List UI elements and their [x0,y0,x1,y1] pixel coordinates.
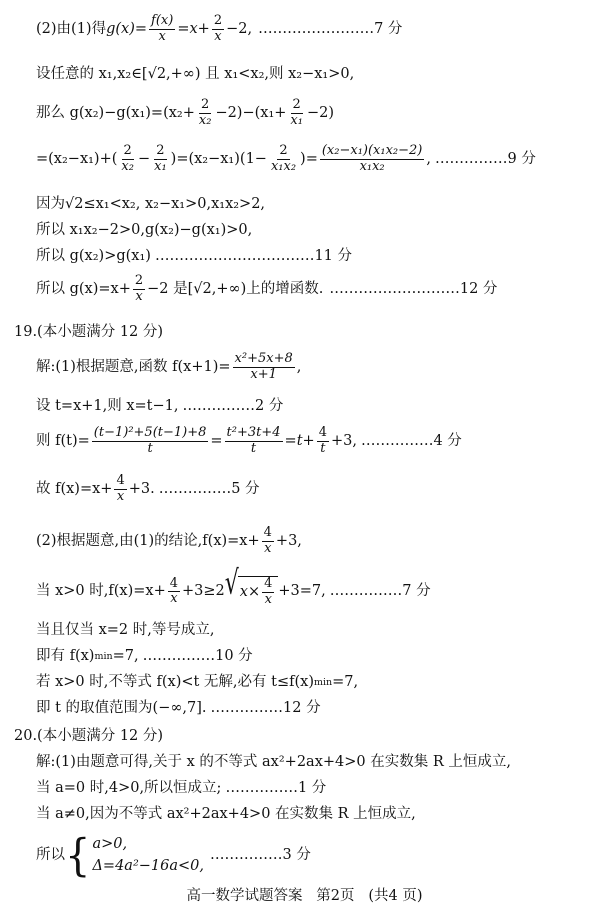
line-4-a: =(x₂−x₁)+( [36,150,118,167]
line-11 [36,398,283,415]
fraction-fx-over-x: $\frac{f(x)}{x}$ [151,13,174,44]
fraction-2-over-x1x2: $\frac{2}{\text{x₁x₂}}$ [270,143,297,174]
fraction-product-over-x1x2: $\frac{\text{(x₂−x₁)(x₁x₂−2)}}{\text{x₁x₂}}$ [321,143,423,174]
line-22-a: 当 a=0 时,4>0,所以恒成立; [36,780,222,796]
line-4-e: , [426,150,431,167]
line-17 [36,648,253,665]
line-8-b: −2 是[√2,+∞)上的增函数. [147,280,324,297]
line-16-text: 当且仅当 x=2 时,等号成立, [36,622,215,638]
fraction-2-over-x2: $\frac{2}{\text{x₂}}$ [198,97,212,128]
score-dots: …………… [158,480,232,497]
line-14-b: +3, [275,532,302,549]
line-3-c: −2) [306,104,335,121]
line-1 [36,14,402,45]
question-20-heading: 20.(本小题满分 12 分) [14,728,164,744]
line-12-d: +3, [330,432,357,449]
score-label: 12 分 [459,280,498,297]
line-4-c: )=(x₂−x₁)(1− [170,150,267,167]
score-label: 9 分 [507,150,536,167]
fraction-expansion-over-t: $\frac{\text{(t−1)²+5(t−1)+8}}{t}$ [93,425,207,456]
line-23-text: 当 a≠0,因为不等式 ax²+2ax+4>0 在实数集 R 上恒成立, [36,806,416,822]
score-dots: …………………… [258,20,375,37]
fraction-4-over-x: $\frac{4}{x}$ [116,473,125,504]
line-11-a: 设 t=x+1,则 x=t−1, [36,398,179,414]
score-dots: …………………………… [154,248,315,264]
line-1-b: g(x)= [106,20,148,37]
line-10-b: , [296,358,302,375]
score-label: 11 分 [314,248,352,264]
line-18-sub: min [313,677,333,688]
line-7-a: 所以 g(x₂)>g(x₁) [36,248,151,264]
score-dots: ……………………… [329,280,460,297]
line-5 [36,196,265,213]
line-24-a: 所以 [36,847,65,864]
fraction-4-over-t: $\frac{4}{t}$ [318,425,327,456]
line-21-text: 解:(1)由题意可得,关于 x 的不等式 ax²+2ax+4>0 在实数集 R 上恒成立, [36,754,511,770]
line-15-b: +3≥2 [182,583,225,600]
fraction-quadratic-over-linear: $\frac{\text{x²+5x+8}}{x+1}$ [234,351,293,382]
line-18 [36,674,358,691]
line-13 [36,474,260,505]
line-3-b: −2)−(x₁+ [215,104,287,121]
line-3-a: 那么 g(x₂)−g(x₁)=(x₂+ [36,104,195,121]
fraction-2-over-x2: $\frac{2}{\text{x₂}}$ [121,143,134,174]
score-label: 4 分 [433,432,462,449]
line-10 [36,352,301,383]
score-dots: …………… [182,398,255,414]
square-root: √ x× $\frac{4}{x}$ [225,576,279,608]
score-dots: …………… [225,780,298,796]
line-13-b: +3. [128,480,155,497]
line-14 [36,526,302,557]
score-label: 3 分 [282,847,311,864]
line-8 [36,274,497,305]
score-dots: …………… [210,847,283,864]
fraction-simplified-over-t: $\frac{\text{t²+3t+4}}{t}$ [226,425,281,456]
score-label: 10 分 [215,648,253,664]
line-19-a: 即 t 的取值范围为(−∞,7]. [36,700,207,716]
line-6 [36,222,252,239]
fraction-4-over-x: $\frac{4}{x}$ [263,525,272,556]
line-18-b: =7, [332,674,359,690]
score-dots: …………… [210,700,284,716]
left-brace-icon: { [65,830,91,882]
line-2-text: 设任意的 x₁,x₂∈[√2,+∞) 且 x₁<x₂,则 x₂−x₁>0, [36,66,355,82]
line-17-b: =7, [112,648,139,664]
line-15-c: +3=7, [278,583,326,600]
fraction-2-over-x1: $\frac{2}{\text{x₁}}$ [154,143,167,174]
fraction-2-over-x: $\frac{2}{x}$ [134,273,144,304]
line-1-e: −2, [226,20,253,37]
line-12-c: =t+ [284,432,315,449]
page-footer: 高一数学试题答案 第2页 (共4 页) [186,888,423,904]
line-12-a: 则 f(t)= [36,432,90,449]
line-22 [36,780,326,797]
score-label: 5 分 [231,480,260,497]
system-row-1: a>0, [92,836,128,852]
fraction-2-over-x1: $\frac{2}{\text{x₁}}$ [290,97,303,128]
line-7 [36,248,352,265]
line-19 [36,700,321,717]
line-14-a: (2)根据题意,由(1)的结论,f(x)=x+ [36,532,260,549]
line-4 [36,144,536,175]
line-2 [36,66,354,83]
score-label: 7 分 [374,20,403,37]
score-dots: …………… [142,648,216,664]
score-label: 2 分 [255,398,284,414]
line-13-a: 故 f(x)=x+ [36,480,113,497]
system-row-2: Δ=4a²−16a<0, [92,857,204,874]
line-15 [36,565,431,608]
line-8-a: 所以 g(x)=x+ [36,280,131,297]
line-21 [36,754,511,771]
radical-sign-icon: √ [224,565,239,603]
inequality-system [92,834,204,878]
line-17-a: 即有 f(x) [36,648,95,664]
fraction-4-over-x: $\frac{4}{x}$ [264,576,273,607]
line-18-a: 若 x>0 时,不等式 f(x)<t 无解,必有 t≤f(x) [36,674,314,690]
line-5-text: 因为√2≤x₁<x₂, x₂−x₁>0,x₁x₂>2, [36,196,266,212]
line-17-sub: min [94,651,113,662]
line-23 [36,806,416,823]
line-4-b: − [137,150,151,167]
score-dots: …………… [360,432,434,449]
line-12 [36,426,462,457]
line-6-text: 所以 x₁x₂−2>0,g(x₂)−g(x₁)>0, [36,222,253,238]
line-1-a: (2)由(1)得 [36,20,107,37]
score-dots: …………… [329,583,403,600]
line-16 [36,622,215,639]
line-12-b: = [210,432,223,449]
line-24 [36,830,311,882]
line-15-a: 当 x>0 时,f(x)=x+ [36,583,166,600]
line-1-c: =x+ [177,20,210,37]
score-dots: …………… [434,150,508,167]
score-label: 12 分 [283,700,321,716]
line-10-a: 解:(1)根据题意,函数 f(x+1)= [36,358,231,375]
line-4-d: )= [300,150,318,167]
fraction-2-over-x: $\frac{2}{x}$ [213,13,223,44]
line-3 [36,98,334,129]
question-19-heading: 19.(本小题满分 12 分) [14,324,164,340]
score-label: 7 分 [402,583,431,600]
score-label: 1 分 [297,780,327,796]
fraction-4-over-x: $\frac{4}{x}$ [169,575,178,607]
